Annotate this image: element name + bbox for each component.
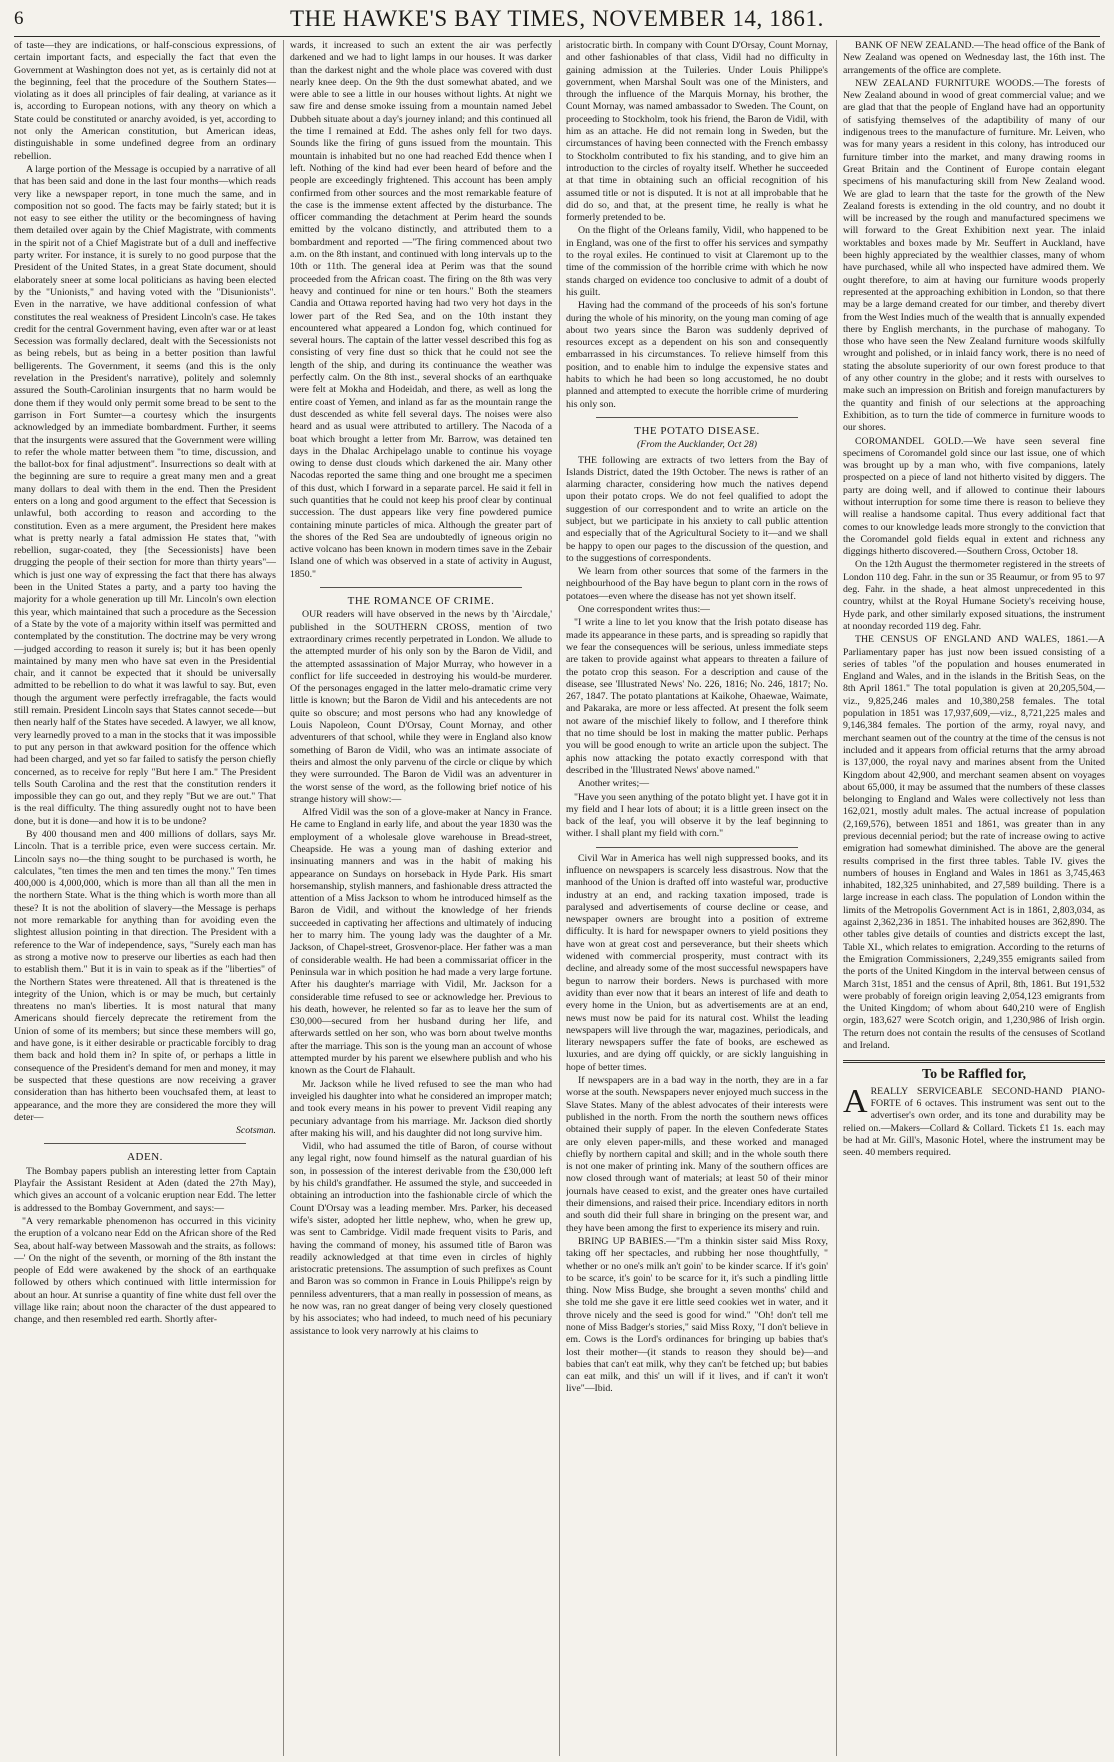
advert-body (843, 1082, 1105, 1160)
article-paragraph: If newspapers are in a bad way in the north, they are in a far worse at the south. Newspapers never enjoyed much success in the Slave States. Many of the ablest advocates of their interests were published in the north. From the north the southern news offices obtained their supply of paper. In the eleven Confederate States are only eleven paper-mills, and these worked and managed chiefly by northern capital and skill; and in the whole south there is not one maker of printing ink. Many of the southern offices are now closed through want of materials; at least 50 of their minor journals have ceased to exist, and the greater ones have curtailed their dimensions, and raised their price. Incendiary editors in north and south did their full share in bringing on the present war, and they have been among the first to experience its misery and ruin. (566, 1075, 828, 1234)
news-item-thermometer: On the 12th August the thermometer registered in the streets of London 110 deg. Fahr. in the sun or 35 Reaumur, or from 95 to 97 deg. Fahr. in the shade, a heat almost unprecedented in this country, whilst at the Royal Humane Society's receiving house, Hyde park, and other similarly exposed situations, the instrument at noonday recorded 119 deg. Fahr. (843, 559, 1105, 632)
article-heading-aden: ADEN. (127, 1151, 163, 1164)
section-divider (44, 1143, 246, 1144)
article-paragraph: wards, it increased to such an extent the air was perfectly darkened and we had to light lamps in our houses. It was darker than the darkest night and the whole place was covered with dust nearly knee deep. On the 9th the dust somewhat abated, and we were able to see a little in our houses without lights. At night we saw fire and dense smoke issuing from a mountain named Jebel Dubbeh situate about a day's journey inland; and this continued all the time I remained at Edd. The ashes only fell for two days. Sounds like the firing of guns issued from the mountain. This mountain is inhabited but no one had reached Edd thence when I left. Nothing of the kind had ever been heard of before and the people are exceedingly frightened. This account has been amply confirmed from other sources and the most remarkable feature of the case is the immense extent affected by the disturbance. The officer commanding the detachment at Perim heard the sounds emitted by the volcano distinctly, and attributed them to a bombardment and reported —"The firing commenced about two a.m. on the 8th instant, and continued with long intervals up to the 10th or 11th. The general idea at Perim was that the sound proceeded from the African coast. The firing on the 8th was very heavy and continued for nine or ten hours." Both the steamers Candia and Ottawa reported having had two very hot days in the lower part of the Red Sea, and on the 10th instant they encountered what appeared a London fog, which continued for several hours. The captain of the latter vessel described this fog as consisting of very fine dust so thick that he could not see the length of the ship, and during its continuance the weather was perfectly calm. On the 8th inst., several shocks of an earthquake were felt at Mokha and Hodeidah, and there, as well as long the entire coast of Yemen, and inland as far as the mountain range the dust descended as white fell several days. The noises were also heard and as usual were attributed to artillery. The Nacoda of a boat which brought a letter from Mr. Barrow, was detained ten days in the Dhalac Archipelago unable to continue his voyage owing to dense dust clouds which darkened the air. Many other Nacodas reported the same thing and one brought me a specimen of this dust, which I forward in a separate parcel. He said it fell in such quantities that he could not keep his proof clear by continual succession. The dust appears like very fine powdered pumice containing minute particles of mica. Although the greater part of the shores of the Red Sea are undoubtedly of igneous origin no active volcano has been known in modern times save in the Zebair Island one of which was observed in a state of activity in August, 1850." (290, 40, 552, 580)
article-paragraph: Another writes;— (578, 778, 650, 790)
column-4 (843, 40, 1105, 1756)
page-number: 6 (14, 8, 24, 29)
article-paragraph: "A very remarkable phenomenon has occurred in this vicinity the eruption of a volcano near Edd on the African shore of the Red Sea, about half-way between Massowah and the straits, as follows:—' On the night of the seventh, or morning of the 8th instant the people of Edd were awakened by the shock of an earthquake followed by others which continued with little intermission for about an hour. At sunrise a quantity of fine white dust fell over the village like rain; about noon the character of the dust appeared to change, and then resembled red earth. Shortly after- (14, 1215, 276, 1326)
article-paragraph: By 400 thousand men and 400 millions of dollars, says Mr. Lincoln. That is a terrible price, even were success certain. Mr. Lincoln says no—the thing sought to be purchased is worth, he calculates, "ten times the men and ten times the mony." Ten times 400,000 is 4,000,000, which is more than all than all the men in the northern State. What is the thing which is worth more than all these? It is not the abolition of slavery—the Message is perhaps not more remarkable for anything than for avoiding even the slightest allusion pointing in that direction. The President with a reference to the War of independence, says, "Surely each man has as strong a motive now to preserve our liberties as each had then to establish them." But it is in vain to speak as if the "liberties" of the Northern States were threatened. All that is threatened is the integrity of the Union, which is or may be much, but certainly threatens no man's liberties. It is most natural that many Americans should fiercely deprecate the retirement from the Union of some of its members; but since these members will go, and have gone, is it either desirable or practicable forcibly to drag them back and hold them in? In spite of, or perhaps a little in consequence of the President's demand for men and money, it may be suspected that these questions are now receiving a graver consideration than has hitherto been vouchsafed them, at least to appearance, and the more they are considered the more they will deter— (14, 829, 276, 1123)
news-item-coromandel-gold: COROMANDEL GOLD.—We have seen several fine specimens of Coromandel gold since our last issue, one of which was brought up by a man who, with five companions, lately prospected on a piece of land not hitherto visited by diggers. The party are doing well, and if allowed to continue their labours without interruption for some time there is reason to believe they will realise a handsome capital. Thus every additional fact that comes to our knowledge leads more strongly to the conviction that the Coromandel gold fields equal in extent and richness any diggings hitherto discovered.—Southern Cross, October 18. (843, 435, 1105, 558)
advert-heading-raffle: To be Raffled for, (922, 1067, 1026, 1083)
column-3 (566, 40, 828, 1756)
article-paragraph: "I write a line to let you know that the Irish potato disease has made its appearance in these parts, and is spreading so rapidly that we fear the consequences will be serious, unless immediate steps are taken to provide against what appears to threaten a failure of the potato crop this season. For a description and cause of the disease, see 'Illustrated News' No. 226, 1816; No. 246, 1817; No. 267, 1847. The potato plantations at Kaikohe, Ohaewae, Waimate, and Pakaraka, are more or less affected. At present the folk seem not aware of the mischief likely to follow, and I therefore think that no time should be lost in making the matter public. Perhaps you will be good enough to write an article upon the subject. The aphis now attacking the potato exactly correspond with that described in the 'Illustrated News' above named." (566, 617, 828, 776)
article-source: Scotsman. (235, 1125, 276, 1137)
article-paragraph: aristocratic birth. In company with Count D'Orsay, Count Mornay, and other fashionables of that class, Vidil had no difficulty in gaining admission at the Tuileries. Under Louis Philippe's government, when Marshal Soult was one of the Ministers, and through the influence of the Marquis Mornay, his brother, the Count Mornay, was named ambassador to Sweden. The Count, on proceeding to Stockholm, took his friend, the Baron de Vidil, with him as an attache. He did not remain long in Sweden, but the circumstances of having been connected with the French embassy to Stockholm contributed to fix his standing, and to give him an introduction to the circles of royalty itself. Whether he succeeded at that time in obtaining such an official recognition of his assumed title or not is disputed. It is not at all improbable that he did do so, and that, at the present time, he really is what he formerly pretended to be. (566, 40, 828, 224)
article-paragraph: BRING UP BABIES.—"I'm a thinkin sister said Miss Roxy, taking off her spectacles, and rubbing her nose thoughtfully, " whether or no one's milk an't goin' to be kinder scarce. If it's goin' to be scarce, it's goin' to be scarce for it, it's such a pindling little thing. Now Miss Budge, she brought a seven months' child and she told me she gave it ere little seed cookies wet in water, and it throve nicely and the seed is good for wind." "Oh! don't tell me none of Miss Badger's stories," said Miss Roxy, "I don't believe in em. Cows is the Lord's ordinances for bringing up babies that's lost their mother—(it stands to reason they should be)—and babies that can't eat milk, why they can't be fetched up; but babies can eat milk, and this' un will if it lives, and if can't it won't live"—Ibid. (566, 1235, 828, 1395)
article-paragraph: THE following are extracts of two letters from the Bay of Islands District, dated the 19th October. The news is rather of an alarming character, considering how much the natives depend upon their potato crops. We do not feel qualified to adopt the suggestion of our correspondent and to write an article on the subject, but we participate in his anxiety to call public attention and especially that of the Agricultural Society to it—and we shall be happy to open our pages to the discussion of the question, and to the suggestions of correspondents. (566, 454, 828, 564)
article-paragraph: of taste—they are indications, or half-conscious expressions, of certain important facts, and especially the fact that even the Government at Washington does not yet, as is certainly did not at the beginning, feel that the procedure of the Southern States—violating as it does all principles of fair dealing, at variance as it is, according to European notions, with any theory on which a State could be constituted or anarchy avoided, is yet, according to not only the American constitution, but American ideas, distinguishable in some undefined degree from an ordinary rebellion. (14, 40, 276, 162)
column-1 (14, 40, 276, 1756)
advert-divider (843, 1060, 1105, 1063)
article-paragraph: We learn from other sources that some of the farmers in the neighbourhood of the Bay have begun to plant corn in the rows of potatoes—even where the disease has not yet shown itself. (566, 566, 828, 602)
section-divider (596, 847, 798, 848)
article-paragraph: The Bombay papers publish an interesting letter from Captain Playfair the Assistant Resident at Aden (dated the 27th May), which gives an account of a volcanic eruption near Edd. The letter is addressed to the Bombay Government, and says:— (14, 1165, 276, 1214)
column-rule (283, 40, 284, 1756)
article-heading-potato-disease: THE POTATO DISEASE. (634, 424, 760, 437)
article-paragraph: A large portion of the Message is occupied by a narrative of all that has been said and done in the last four months—which reads very like a newspaper report, in tone much the same, and in composition not so good. The facts may be fairly stated; but it is not easy to see either the utility or the becomingness of having them detailed over again by the Chief Magistrate, with comments in the spirit not of a Chief Magistrate but of a dull and ineffective party writer. For instance, it is surely to no good purpose that the President of the United States, in a great State document, should elaborately sneer at some local politicians as having been elected by the "Unionists," and having voted with the "Disunionists". Even in the narrative, we have additional confession of what constitutes the real weakness of President Lincoln's case. He takes credit for the central Government having, even after war or at least Secession was formally declared, dealt with the Secessionists not as being rebels, but as being in a better position than lawful belligerents. The Government, it seems (and this is the only revelation in the President's narrative), politely and solemnly assured the South-Carolinian insurgents that no harm would be done them if they would only permit some bread to be sent to the garrison in Fort Sumter—a courtesy which the insurgents acknowledged by an immediate bombardment. Further, it seems that the insurgents were assured that the Government were willing to refer the whole matter between them "to time, discussion, and the ballot-box for final adjustment". Insurrections so dealt with at the beginning are sure to require a great many men and a great many dollars to deal with them in the end. Then the President enters on a long and good argument to the effect that Secession is unlawful, both according to reason and according to the constitution. Even as a mere argument, the President here makes what is pretty nearly a fatal admission He states that, "with rebellion, sugar-coated, they [the Secessionists] have been drugging the people of their section for more than thirty years"—which is just one way of expressing the fact that there has always been in the United States a party, and a party too having the majority for a whole generation up till Mr. Lincoln's own election this year, which maintained that such a procedure as the Secession of a State by the vote of a majority within itself was permitted and contemplated by the constitution. The doctrine may be very wrong —judged according to reason it surely is; but it has been openly maintained by many men who have sat even in the Presidential chair, and it cannot be expected that it should be universally admitted to be rebellion to do what it was lawful to say. But, even though the argument were perfectly irrefragable, the facts would still remain. President Lincoln says that States cannot secede—but then nearly half of the States have seceded. A lawyer, we all know, very learnedly proved to a man in the stocks that it was impossible to put any person in that awkward position for the offence which had been charged, and yet so far failed to satisfy the person chiefly concerned, as to receive for reply "But here I am." The President tells South Carolina and the rest that the constitution renders it impossible they can go out, and they reply "But we are out." That is the real difficulty. The thing assuredly ought not to have been done, but it is done—and how it is to be undone? (14, 163, 276, 827)
article-paragraph: One correspondent writes thus:— (578, 604, 710, 616)
newspaper-title: THE HAWKE'S BAY TIMES, NOVEMBER 14, 1861. (290, 6, 824, 31)
article-paragraph: On the flight of the Orleans family, Vidil, who happened to be in England, was one of the first to offer his services and sympathy to the royal exiles. He continued to visit at Claremont up to the time of the commission of the horrible crime with which he now stands charged on evidence too conclusive to admit of a doubt of his guilt. (566, 225, 828, 298)
column-rule (836, 40, 837, 1756)
drop-cap: A (843, 1082, 868, 1120)
news-item-census: THE CENSUS OF ENGLAND AND WALES, 1861.—A Parliamentary paper has just now been issued consisting of a series of tables "of the population and houses enumerated in England and Wales, and in the islands in the British Seas, on the 8th April 1861." The total population is given at 20,205,504,—viz., 9,825,246 males and 10,380,258 females. The total population in 1851 was 17,937,609,—viz., 8,721,225 males and 9,146,384 females. The portion of the army, royal navy, and merchant seamen out of the country at the time of the census is not included and it appears from official returns that the army abroad is 137,000, the royal navy and marines absent from the United Kingdom about 42,900, and merchant seamen absent on voyages about 65,000, it may be assumed that the numbers of these classes belonging to England and Wales were collectively not less than 162,021, mostly adult males. The actual increase of population (2,169,576), between 1851 and 1861, was greater than in any previous decennial period; but the rate of increase owing to active emigration had somewhat diminished. The above are the general results comprised in the first three tables. Table IV. gives the numbers of houses in England and Wales in 1861 as 3,745,463 inhabited, 182,325 uninhabited, and 27,589 building. There is a large increase in each class. The population of London within the limits of the Metropolis Government Act is in 1861, 2,803,034, as against 2,362,236 in 1851. The inhabited houses are 362,890. The other tables give details of counties and districts except the last, Table XI., which relates to emigration. According to the returns of the Emigration Commissioners, 2,249,355 emigrants sailed from the ports of the United Kingdom in the interval between census of March 31st, 1851 and the census of April, 8th, 1861. But 191,532 were probably of foreign origin leaving 2,054,123 emigrants from the United Kingdom; of whom about 640,210 were of English orgin, 183,627 were Scotch origin, and 1,230,986 of Irish orgin. The return does not contain the results of the censuses of Scotland and Ireland. (843, 634, 1105, 1052)
section-divider (596, 417, 798, 418)
column-rule (559, 40, 560, 1756)
article-paragraph: OUR readers will have observed in the news by th 'Aircdale,' published in the SOUTHERN CROSS, mention of two extraordinary crimes recently perpetrated in London. We allude to the attempted murder of his only son by the Baron de Vidil, and the attempted assassination of Major Murray, who however in a conflict for life succeeded in destroying his would-be murderer. Of the personages engaged in the latter melo-dramatic crime very little is known; but the Baron de Vidil and his antecedents are not quite so obscure; and most persons who had any knowledge of Louis Napoleon, Count D'Orsay, Count Mornay, and other adventurers of that school, while they were in England also know something of Baron de Vidil, who was an intimate associate of theirs and almost the only parvenu of the circle or clique by which they were surrounded. The Baron de Vidil was an adventurer in the worst sense of the word, as the following brief notice of his strange history will show:— (290, 609, 552, 805)
column-2 (290, 40, 552, 1756)
article-paragraph: "Have you seen anything of the potato blight yet. I have got it in my field and I hear lots of about; it is a little green insect on the back of the leaf, you will observe it by the leaf beginning to wither. I shall plant my field with corn." (566, 791, 828, 840)
article-paragraph: Vidil, who had assumed the title of Baron, of course without any legal right, now found himself as the natural guardian of his son, in possession of the interest derivable from the £30,000 left by his child's grandfather. He assumed the style, and succeeded in obtaining an introduction into the fashionable circle of which the Count D'Orsay was a leading member. Mrs. Parker, his deceased wife's sister, adopted her little nephew, who, when he grew up, was sent to Cambridge. Vidil made frequent visits to Paris, and having the command of money, his assumed title of Baron was readily acknowledged at that time even in circles of highly aristocratic pretensions. The assumption of such prefixes as Count and Baron was so common in France in Louis Philippe's reign by penniless adventurers, that a man really in possession of means, as he now was, ran no great danger of being very closely questioned by his associates; who had indeed, to much need of his pecuniary assistance to look very narrowly at his claims to (290, 1141, 552, 1337)
article-paragraph: Civil War in America has well nigh suppressed books, and its influence on newspapers is scarcely less disastrous. Now that the manhood of the Union is drafted off into wasteful war, productive industry at an end, and racking taxation imposed, trade is paralysed and advertisements of course decline or cease, and newspaper owners are brought into a position of extreme difficulty. It is hard for newspaper owners to yield positions they have won at great cost and perseverance, but their sheets which widened with commercial prosperity, must contract with its decline, and already some of the most successful newspapers have begun to narrow their borders. News is purchased with more avidity than ever now that it bears an interest of life and death to every home in the Union, but as advertisements are at an end, news must now be paid for its natural cost. Whilst the leading newspapers will live through the war, magazines, periodicals, and literary newspapers suffer the fate of books, are eschewed as luxuries, and are dying off quickly, or are sickly languishing in hope of better times. (566, 852, 828, 1073)
section-divider (320, 587, 522, 588)
advert-text: REALLY SERVICEABLE SECOND-HAND PIANO-FORTE of 6 octaves. This instrument was sent out to the advertiser's own order, and its tone and durability may be relied on.—Makers—Collard & Collard. Tickets £1 1s. each may be had at Mr. Gill's, Masonic Hotel, where the instrument may be seen. 40 members required. (843, 1085, 1105, 1159)
masthead (14, 6, 1100, 37)
article-paragraph: Alfred Vidil was the son of a glove-maker at Nancy in France. He came to England in early life, and about the year 1830 was the employment of a wholesale glove warehouse in Bread-street, Cheapside. He was a young man of dashing exterior and insinuating manners and was in the habit of making his appearance on Sundays on horseback in Hyde Park. His smart horsemanship, stylish manners, and fashionable dress attracted the attention of a Miss Jackson to whom he introduced himself as the Baron de Vidil, and without the knowledge of her friends succeeded in captivating her affections and ultimately of inducing her to marry him. The young lady was the daughter of a Mr. Jackson, of Chapel-street, Grosvenor-place. Her father was a man of considerable wealth. He had been a commissariat officer in the Peninsula war in which position he had made a very large fortune. After his daughter's marriage with Vidil, Mr. Jackson for a considerable time refused to see or acknowledge her. Previous to his death, however, he relented so far as to leave her the sum of £30,000—secured from her husband during her life, and afterwards settled on her son, who was born about twelve months after the marriage. This son is the young man an account of whose attempted murder by his parent we elsewhere publish and who his known as the Court de Flahault. (290, 807, 552, 1077)
article-paragraph: Mr. Jackson while he lived refused to see the man who had inveigled his daughter into what he considered an improper match; and took every means in his power to prevent Vidil reaping any pecuniary advantage from his marriage. Mr. Jackson died shortly after making his will, and his daughter did not long survive him. (290, 1078, 552, 1139)
article-heading-romance-of-crime: THE ROMANCE OF CRIME. (347, 595, 495, 608)
news-item-bank: BANK OF NEW ZEALAND.—The head office of the Bank of New Zealand was opened on Wednesday last, the 16th inst. The arrangements of the office are complete. (843, 40, 1105, 76)
article-paragraph: Having had the command of the proceeds of his son's fortune during the whole of his minority, on the young man coming of age about two years since the Baron was suddenly deprived of resources except as a dependent on his son and consequently embarrassed in his circumstances. To relieve himself from this position, and to enable him to indulge the expensive states and habits to which he had been so long accustomed, he no doubt planned and attempted to execute the horrible crime of murdering his only son. (566, 300, 828, 410)
news-item-furniture-woods: NEW ZEALAND FURNITURE WOODS.—The forests of New Zealand abound in wood of great commercial value; and we are glad that that the people of England have had an opportunity of satisfying themselves of the adaptibility of many of our indigenous trees to the manufacture of furniture. Mr. Leiven, who was for many years a resident in this colony, has introduced our furniture timber into the market, and many drawing rooms in Great Britain and the Continent of Europe contain elegant specimens of his manufacturing skill from New Zealand wood. We are glad to learn that the taste for the growth of the New Zealand forests is extending in the old country, and no doubt it will be increased by the rough and manufactured specimens we will forward to the Great Exhibition next year. The inlaid worktables and boxes made by Mr. Seuffert in Auckland, have been highly appreciated by the wealthier classes, many of whom have purchased, while all who inspected have admired them. We ought therefore, to aim at having our furniture woods properly represented at the approaching exhibition in London, so that there may be a large demand created for our timber, and thereby divert from the West Indies much of the wealth that is annually expended there by English merchants, in the purchase of mahogany. To those who have seen the New Zealand furniture woods skilfully wrought and polished, or in inlaid fancy work, there is no need of stating the absolute superiority of our own forest produce to that of any other country in the globe; and it rests with ourselves to make such an impression on British and foreign manufacturers by the quantity and finish of our selections at the approaching Exhibition, as to turn the tide of commerce in furniture woods to our shores. (843, 77, 1105, 434)
article-subheading: (From the Aucklander, Oct 28) (637, 439, 757, 451)
